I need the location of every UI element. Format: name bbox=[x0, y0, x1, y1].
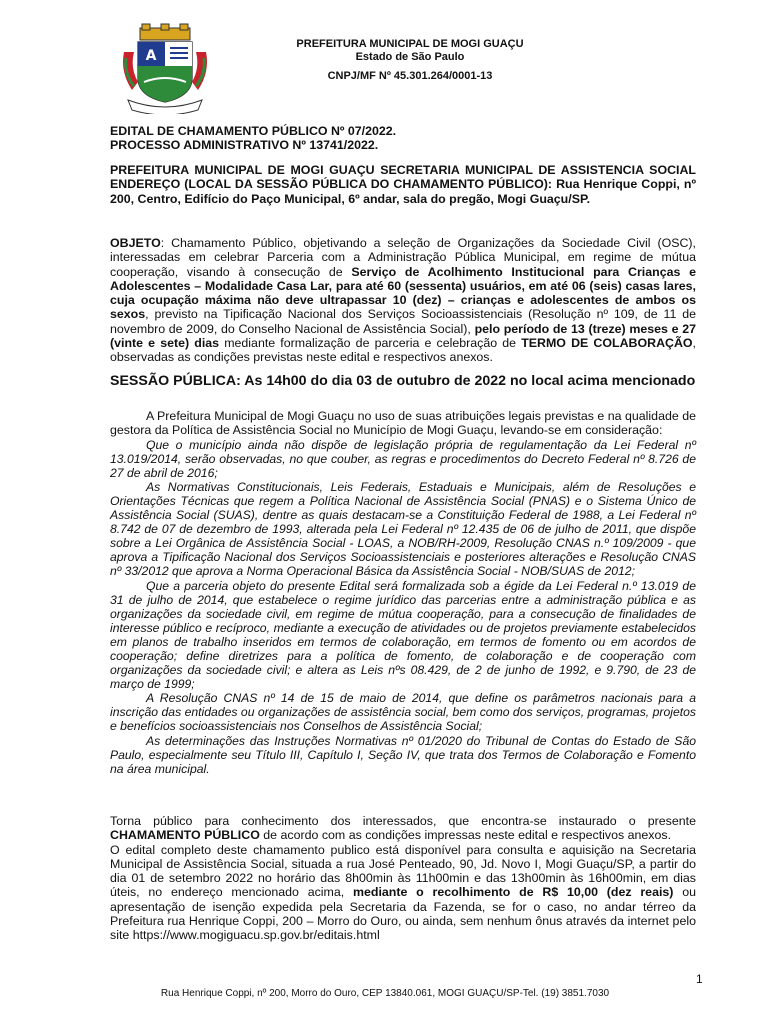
torna-publico-paragraph bbox=[110, 814, 696, 843]
consideration-item: Que a parceria objeto do presente Edital será formalizada sob a égide da Lei Federal n.º 13.019 de 31 de julho de 2014, que estabelece o regime jurídico das parcerias entre a administração pública e as organizações da sociedade civil, em regime de mútua cooperação, para a consecução de finalidades de interesse público e recíproco, mediante a execução de atividades ou de projetos previamente estabelecidos em planos de trabalho inseridos em termos de colaboração, em termos de fomento ou em acordos de cooperação; define diretrizes para a política de fomento, de colaboração e de cooperação com organizações da sociedade civil; e altera as Leis nºs 08.429, de 2 de junho de 1992, e 9.790, de 23 de março de 1999; bbox=[110, 578, 696, 692]
municipal-coat-of-arms-icon bbox=[118, 22, 212, 114]
edital-availability-paragraph bbox=[110, 843, 696, 943]
consideration-item: A Resolução CNAS nº 14 de 15 de maio de 2014, que define os parâmetros nacionais para a inscrição das entidades ou organizações de assistência social, bem como dos serviços, programas, projetos e benefícios socioassistenciais nos Conselhos de Assistência Social; bbox=[110, 691, 696, 734]
objeto-period: pelo período de 13 (treze) meses e 27 (vinte e sete) dias bbox=[110, 321, 696, 351]
objeto-text-2: , previsto na Tipificação Nacional dos Serviços Socioassistenciais (Resolução nº 109, de 11 de novembro de 2009, do Conselho Nacional de Assistência Social), bbox=[110, 307, 696, 336]
torna-text-2: de acordo com as condições impressas neste edital e respectivos anexos. bbox=[259, 828, 672, 843]
chamamento-publico-label: CHAMAMENTO PÚBLICO bbox=[110, 828, 260, 843]
considerations-section bbox=[110, 409, 696, 776]
address-paragraph: PREFEITURA MUNICIPAL DE MOGI GUAÇU SECRETARIA MUNICIPAL DE ASSISTENCIA SOCIAL ENDEREÇO (LOCAL DA SESSÃO PÚBLICA DO CHAMAMENTO PÚBLICO): Rua Henrique Coppi, nº 200, Centro, Edifício do Paço Municipal, 6º andar, sala do pregão, Mogi Guaçu/SP. bbox=[110, 163, 696, 206]
consideration-item: As determinações das Instruções Normativas nº 01/2020 do Tribunal de Contas do Estado de São Paulo, especialmente seu Título III, Capítulo I, Seção IV, que trata dos Termos de Colaboração e Fomento na área municipal. bbox=[110, 733, 696, 776]
torna-text-1: Torna público para conhecimento dos interessados, que encontra-se instaurado o presente bbox=[110, 814, 696, 828]
fee-amount: mediante o recolhimento de R$ 10,00 (dez reais) bbox=[353, 885, 674, 900]
cnpj-number: CNPJ/MF Nº 45.301.264/0001-13 bbox=[327, 70, 493, 82]
objeto-label: OBJETO bbox=[110, 236, 161, 250]
edital-text-1: O edital completo deste chamamento publico está disponível para consulta e aquisição na Secretaria Municipal de Assistência Social, situada a rua José Penteado, 90, Jd. Novo I, Mogi Guaçu/SP, a partir do dia 01 de setembro 2022 no horário das 8h00min às 11h00min e das 13h00min às 16h00min, em dias úteis, no endereço mencionado acima, bbox=[110, 842, 696, 900]
edital-text-2: ou apresentação de isenção expedida pela Secretaria da Fazenda, se for o caso, no andar térreo da Prefeitura rua Henrique Coppi, 200 – Morro do Ouro, ou ainda, sem nenhum ônus através da internet pelo site https://www.mogiguacu.sp.gov.br/editais.html bbox=[110, 885, 696, 943]
objeto-text-3: mediante formalização de parceria e celebração de bbox=[219, 336, 522, 351]
objeto-service-name: Serviço de Acolhimento Institucional para Crianças e Adolescentes – Modalidade Casa Lar, para até 60 (sessenta) usuários, em até 06 (seis) casas lares, cuja ocupação máxima não deve ultrapassar 10 (dez) – crianças e adolescentes de ambos os sexos bbox=[110, 264, 696, 322]
objeto-termo: TERMO DE COLABORAÇÃO bbox=[521, 336, 693, 351]
objeto-paragraph bbox=[110, 236, 696, 365]
svg-text:A: A bbox=[145, 48, 157, 64]
intro-paragraph: A Prefeitura Municipal de Mogi Guaçu no uso de suas atribuições legais previstas e na qualidade de gestora da Política de Assistência Social no Município de Mogi Guaçu, levando-se em consideração: bbox=[110, 409, 696, 438]
consideration-item: As Normativas Constitucionais, Leis Federais, Estaduais e Municipais, além de Resoluções e Orientações Técnicas que regem a Política Nacional de Assistência Social (PNAS) e o Sistema Único de Assistência Social (SUAS), dentre as quais destacam-se a Constituição Federal de 1988, a Lei Federal nº 8.742 de 07 de dezembro de 1993, alterada pela Lei Federal nº 12.435 de 06 de julho de 2011, que dispõe sobre a Lei Orgânica de Assistência Social - LOAS, a NOB/RH-2009, Resolução CNAS n.º 109/2009 - que aprova a Tipificação Nacional dos Serviços Socioassistenciais e posteriores alterações e Resolução CNAS nº 33/2012 que aprova a Norma Operacional Básica da Assistência Social - NOB/SUAS de 2012; bbox=[110, 479, 696, 579]
process-number: PROCESSO ADMINISTRATIVO Nº 13741/2022. bbox=[110, 138, 379, 153]
edital-number: EDITAL DE CHAMAMENTO PÚBLICO Nº 07/2022. bbox=[110, 124, 397, 138]
document-title bbox=[110, 124, 696, 153]
state-name: Estado de São Paulo bbox=[355, 51, 465, 63]
page-number: 1 bbox=[696, 972, 703, 986]
public-session-heading: SESSÃO PÚBLICA: As 14h00 do dia 03 de outubro de 2022 no local acima mencionado bbox=[110, 373, 696, 389]
objeto-text-1: : Chamamento Público, objetivando a seleção de Organizações da Sociedade Civil (OSC), interessadas em celebrar Parceria com a Administração Pública Municipal, em regime de mútua cooperação, visando à consecução de bbox=[110, 236, 696, 279]
objeto-text-4: , observadas as condições previstas neste edital e respectivos anexos. bbox=[110, 336, 696, 365]
organization-name: PREFEITURA MUNICIPAL DE MOGI GUAÇU bbox=[296, 38, 524, 50]
consideration-item: Que o município ainda não dispõe de legislação própria de regulamentação da Lei Federal nº 13.019/2014, serão observadas, no que couber, as regras e procedimentos do Decreto Federal nº 8.726 de 27 de abril de 2016; bbox=[110, 437, 696, 480]
footer-address: Rua Henrique Coppi, nº 200, Morro do Ouro, CEP 13840.061, MOGI GUAÇU/SP-Tel. (19) 3851.7030 bbox=[160, 988, 610, 999]
